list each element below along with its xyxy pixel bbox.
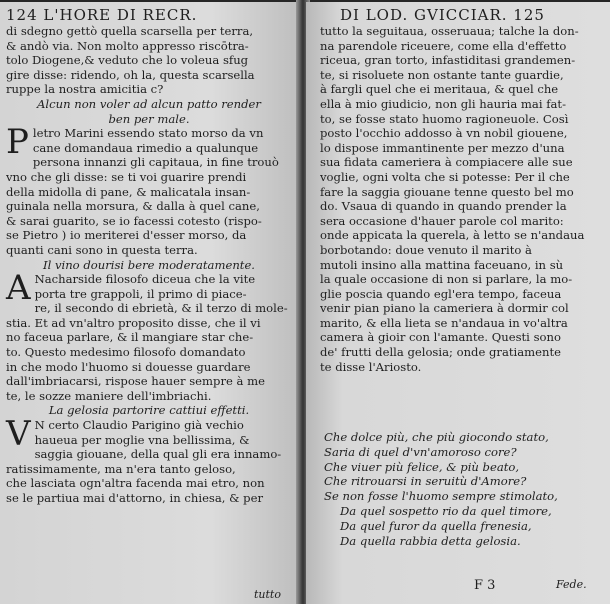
text-line: se Pietro ) io meriterei d'esser morso, da [6, 228, 247, 243]
text-line: voglie, ogni volta che si potesse: Per il che [320, 169, 570, 184]
text-line: gire disse: ridendo, oh la, questa scarsella [6, 67, 255, 82]
text-line: à fargli quel che ei meritaua, & quel che [320, 82, 559, 97]
text-line: & andò via. Non molto appresso riscōtra- [6, 38, 249, 53]
poem-line: Saria di quel d'vn'amoroso core? [324, 444, 517, 459]
story-pietro-marini [6, 122, 292, 257]
text-line: lo dispose immantinente per mezzo d'una [320, 140, 565, 155]
section-heading: La gelosia partorire cattiui effetti. [48, 403, 250, 418]
text-line: te disse l'Ariosto. [320, 359, 422, 374]
text-line: se le partiua mai d'attorno, in chiesa, & per [6, 491, 263, 505]
text-line: tutto la seguitaua, osseruaua; talche la don- [320, 24, 579, 38]
text-line: glie poscia quando egl'era tempo, faceua [320, 286, 562, 301]
text-line: do. Vsaua di quando in quando prender la [320, 199, 567, 214]
text-line: in che modo l'huomo si douesse guardare [6, 359, 251, 374]
text-line: vno che gli disse: se ti voi guarire prendi [6, 169, 247, 184]
story-claudio-parigino [6, 414, 292, 506]
text-line: posto l'occhio addosso à vn nobil giouene, [320, 126, 568, 141]
text-line: di sdegno gettò quella scarsella per terra, [6, 24, 254, 38]
poem-line: Da quel furor da quella frenesia, [340, 518, 532, 533]
section-heading: Alcun non voler ad alcun patto render [37, 96, 261, 111]
text-line: venir pian piano la cameriera à dormir col [320, 301, 569, 316]
drop-cap: V [6, 414, 31, 455]
right-catchword: Fede. [556, 578, 587, 591]
right-page [306, 2, 610, 604]
text-line: mutoli insino alla mattina faceuano, in sù [320, 257, 564, 272]
text-line: camera à gioir con l'amante. Questi sono [320, 330, 561, 345]
poem-line: Che ritrouarsi in seruitù d'Amore? [324, 474, 527, 489]
text-line: che lasciata ogn'altra facenda mai etro, non [6, 476, 265, 491]
poem-line: Da quella rabbia detta gelosia. [340, 533, 521, 548]
text-line: stia. Et ad vn'altro proposito disse, che il vi [6, 315, 261, 330]
text-line: sua fidata cameriera à compiacere alle sue [320, 155, 573, 170]
text-line: letro Marini essendo stato morso da vn [32, 126, 264, 141]
text-line: re, il secondo di ebrietà, & il terzo di mole- [34, 301, 288, 316]
left-text-block [6, 24, 292, 506]
text-line: onde appicata la querela, à letto se n'andaua [320, 228, 585, 243]
text-line: Nacharside filosofo diceua che la vite [34, 272, 256, 287]
text-line: la quale occasione di non si parlare, la mo- [320, 272, 573, 287]
poem-line: Che dolce più, che più giocondo stato, [324, 430, 549, 444]
text-line: tolo Diogene,& veduto che lo voleua sfug [6, 53, 249, 68]
right-text-block [320, 24, 602, 374]
right-running-head: DI LOD. GVICCIAR. 125 [340, 6, 545, 24]
text-line: na parendole riceuere, come ella d'effetto [320, 38, 567, 53]
section-heading: ben per male. [108, 111, 190, 126]
text-line: riceua, gran torto, infastiditasi grandemen- [320, 53, 576, 68]
text-line: N certo Claudio Parigino già vechio [34, 418, 244, 433]
text-line: ruppe la nostra amicitia c? [6, 82, 164, 97]
ariosto-poem [324, 430, 594, 548]
text-line: & sarai guarito, se io facessi cotesto (rispo- [6, 213, 262, 228]
text-line: te, le sozze maniere dell'imbriachi. [6, 388, 212, 403]
text-line: della midolla di pane, & malicatala insan- [6, 184, 251, 199]
text-line: to. Questo medesimo filosofo domandato [6, 345, 246, 360]
text-line: borbotando: doue venuto il marito à [320, 242, 532, 257]
text-line: saggia giouane, della qual gli era innamo- [34, 447, 282, 462]
text-line: sera occasione d'hauer parole col marito: [320, 213, 564, 228]
text-line: persona innanzi gli capitaua, in fine trouò [32, 155, 279, 170]
text-line: porta tre grappoli, il primo di piace- [34, 286, 247, 301]
left-page [0, 2, 302, 604]
text-line: ella à mio giudicio, non gli hauria mai fat- [320, 96, 567, 111]
left-running-head: 124 L'HORE DI RECR. [6, 6, 198, 24]
text-line: fare la saggia giouane tenne questo bel mo [320, 184, 574, 199]
text-line: te, si risoluete non ostante tante guardie, [320, 67, 564, 82]
drop-cap: P [6, 122, 29, 163]
left-catchword: tutto [254, 588, 281, 601]
drop-cap: A [6, 268, 31, 309]
text-line: to, se fosse stato huomo ragioneuole. Così [320, 111, 569, 126]
text-line: ratissimamente, ma n'era tanto geloso, [6, 461, 236, 476]
poem-line: Che viuer più felice, & più beato, [324, 459, 520, 474]
text-line: dall'imbriacarsi, rispose hauer sempre à me [6, 374, 265, 389]
section-heading: Il vino dourisi bere moderatamente. [42, 257, 255, 272]
text-line: no faceua parlare, & il mangiare star che- [6, 330, 254, 345]
signature-mark: F 3 [474, 578, 496, 593]
text-line: marito, & ella lieta se n'andaua in vo'altra [320, 315, 568, 330]
text-line: haueua per moglie vna bellissima, & [34, 432, 250, 447]
text-line: guinala nella morsura, & dalla à quel cane, [6, 199, 260, 214]
text-line: quanti cani sono in questa terra. [6, 242, 198, 257]
poem-line: Da quel sospetto rio da quel timore, [340, 503, 552, 518]
story-anacharsis [6, 268, 292, 403]
text-line: de' frutti della gelosia; onde gratiamente [320, 345, 562, 360]
text-line: cane domandaua rimedio a qualunque [32, 140, 259, 155]
poem-line: Se non fosse l'huomo sempre stimolato, [324, 489, 558, 504]
